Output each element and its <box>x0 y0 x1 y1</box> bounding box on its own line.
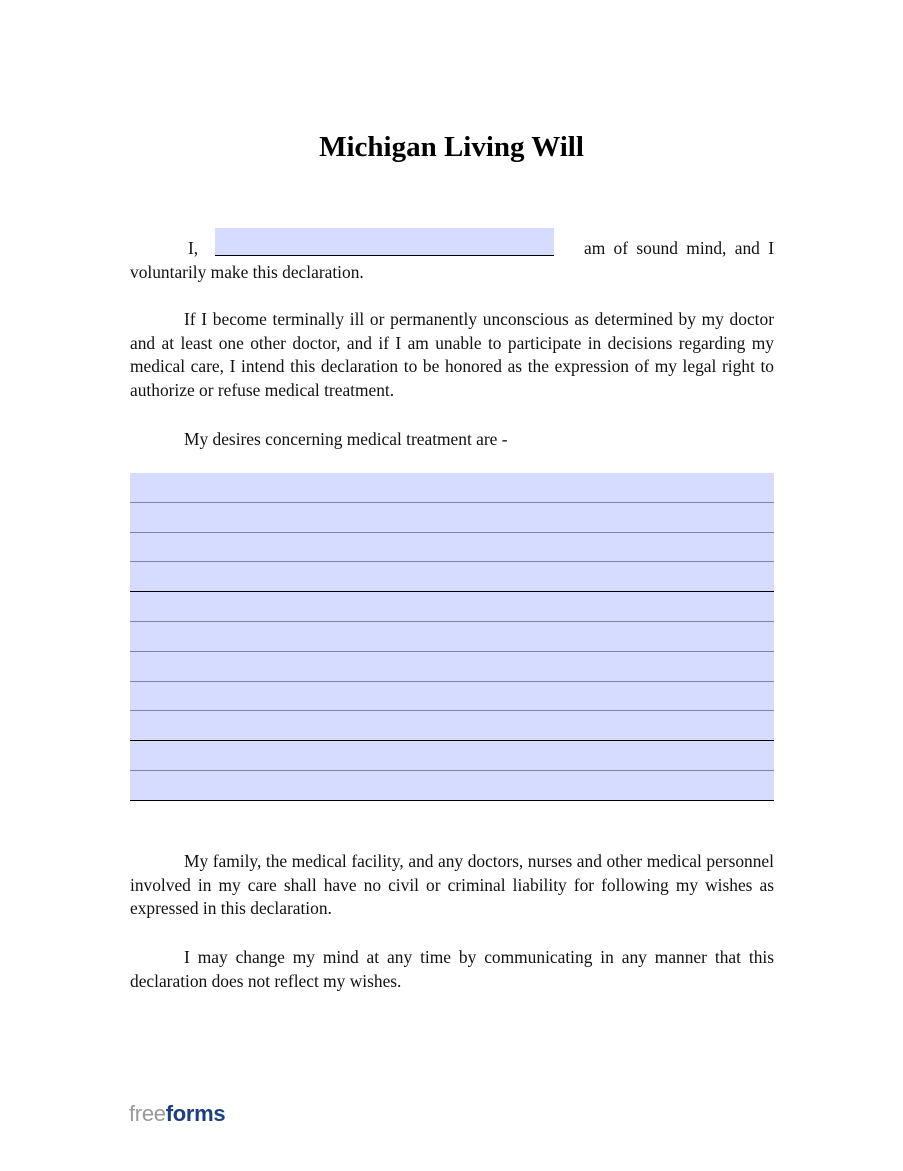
revocation-paragraph: I may change my mind at any time by communicating in any manner that this declaration does not reflect my wishes. <box>130 947 774 991</box>
desires-line-6[interactable] <box>130 622 774 652</box>
declaration-continuation: voluntarily make this declaration. <box>130 262 364 282</box>
medical-desires-fields <box>130 473 774 801</box>
declaration-lead: I, <box>188 238 199 258</box>
desires-line-10[interactable] <box>130 741 774 771</box>
declaration-trail: am of sound mind, and I <box>583 238 774 258</box>
liability-paragraph: My family, the medical facility, and any doctors, nurses and other medical personnel involved in my care shall have no civil or criminal liability for following my wishes as expressed in this declaration. <box>130 851 774 919</box>
document-title: Michigan Living Will <box>319 131 584 163</box>
desires-line-2[interactable] <box>130 503 774 533</box>
desires-line-1[interactable] <box>130 473 774 503</box>
desires-line-11[interactable] <box>130 771 774 801</box>
desires-label: My desires concerning medical treatment are - <box>184 429 508 449</box>
logo-free-text: free <box>129 1101 166 1126</box>
desires-line-8[interactable] <box>130 682 774 712</box>
desires-line-9[interactable] <box>130 711 774 741</box>
desires-line-7[interactable] <box>130 652 774 682</box>
terminal-condition-paragraph: If I become terminally ill or permanently unconscious as determined by my doctor and at least one other doctor, and if I am unable to participate in decisions regarding my medical care, I intend this declaration to be honored as the expression of my legal right to authorize or refuse medical treatment. <box>130 309 774 400</box>
desires-line-5[interactable] <box>130 592 774 622</box>
freeforms-logo <box>129 1101 225 1127</box>
desires-line-3[interactable] <box>130 533 774 563</box>
logo-forms-text: forms <box>165 1101 226 1126</box>
desires-line-4[interactable] <box>130 562 774 592</box>
declarant-name-field[interactable] <box>215 228 554 256</box>
